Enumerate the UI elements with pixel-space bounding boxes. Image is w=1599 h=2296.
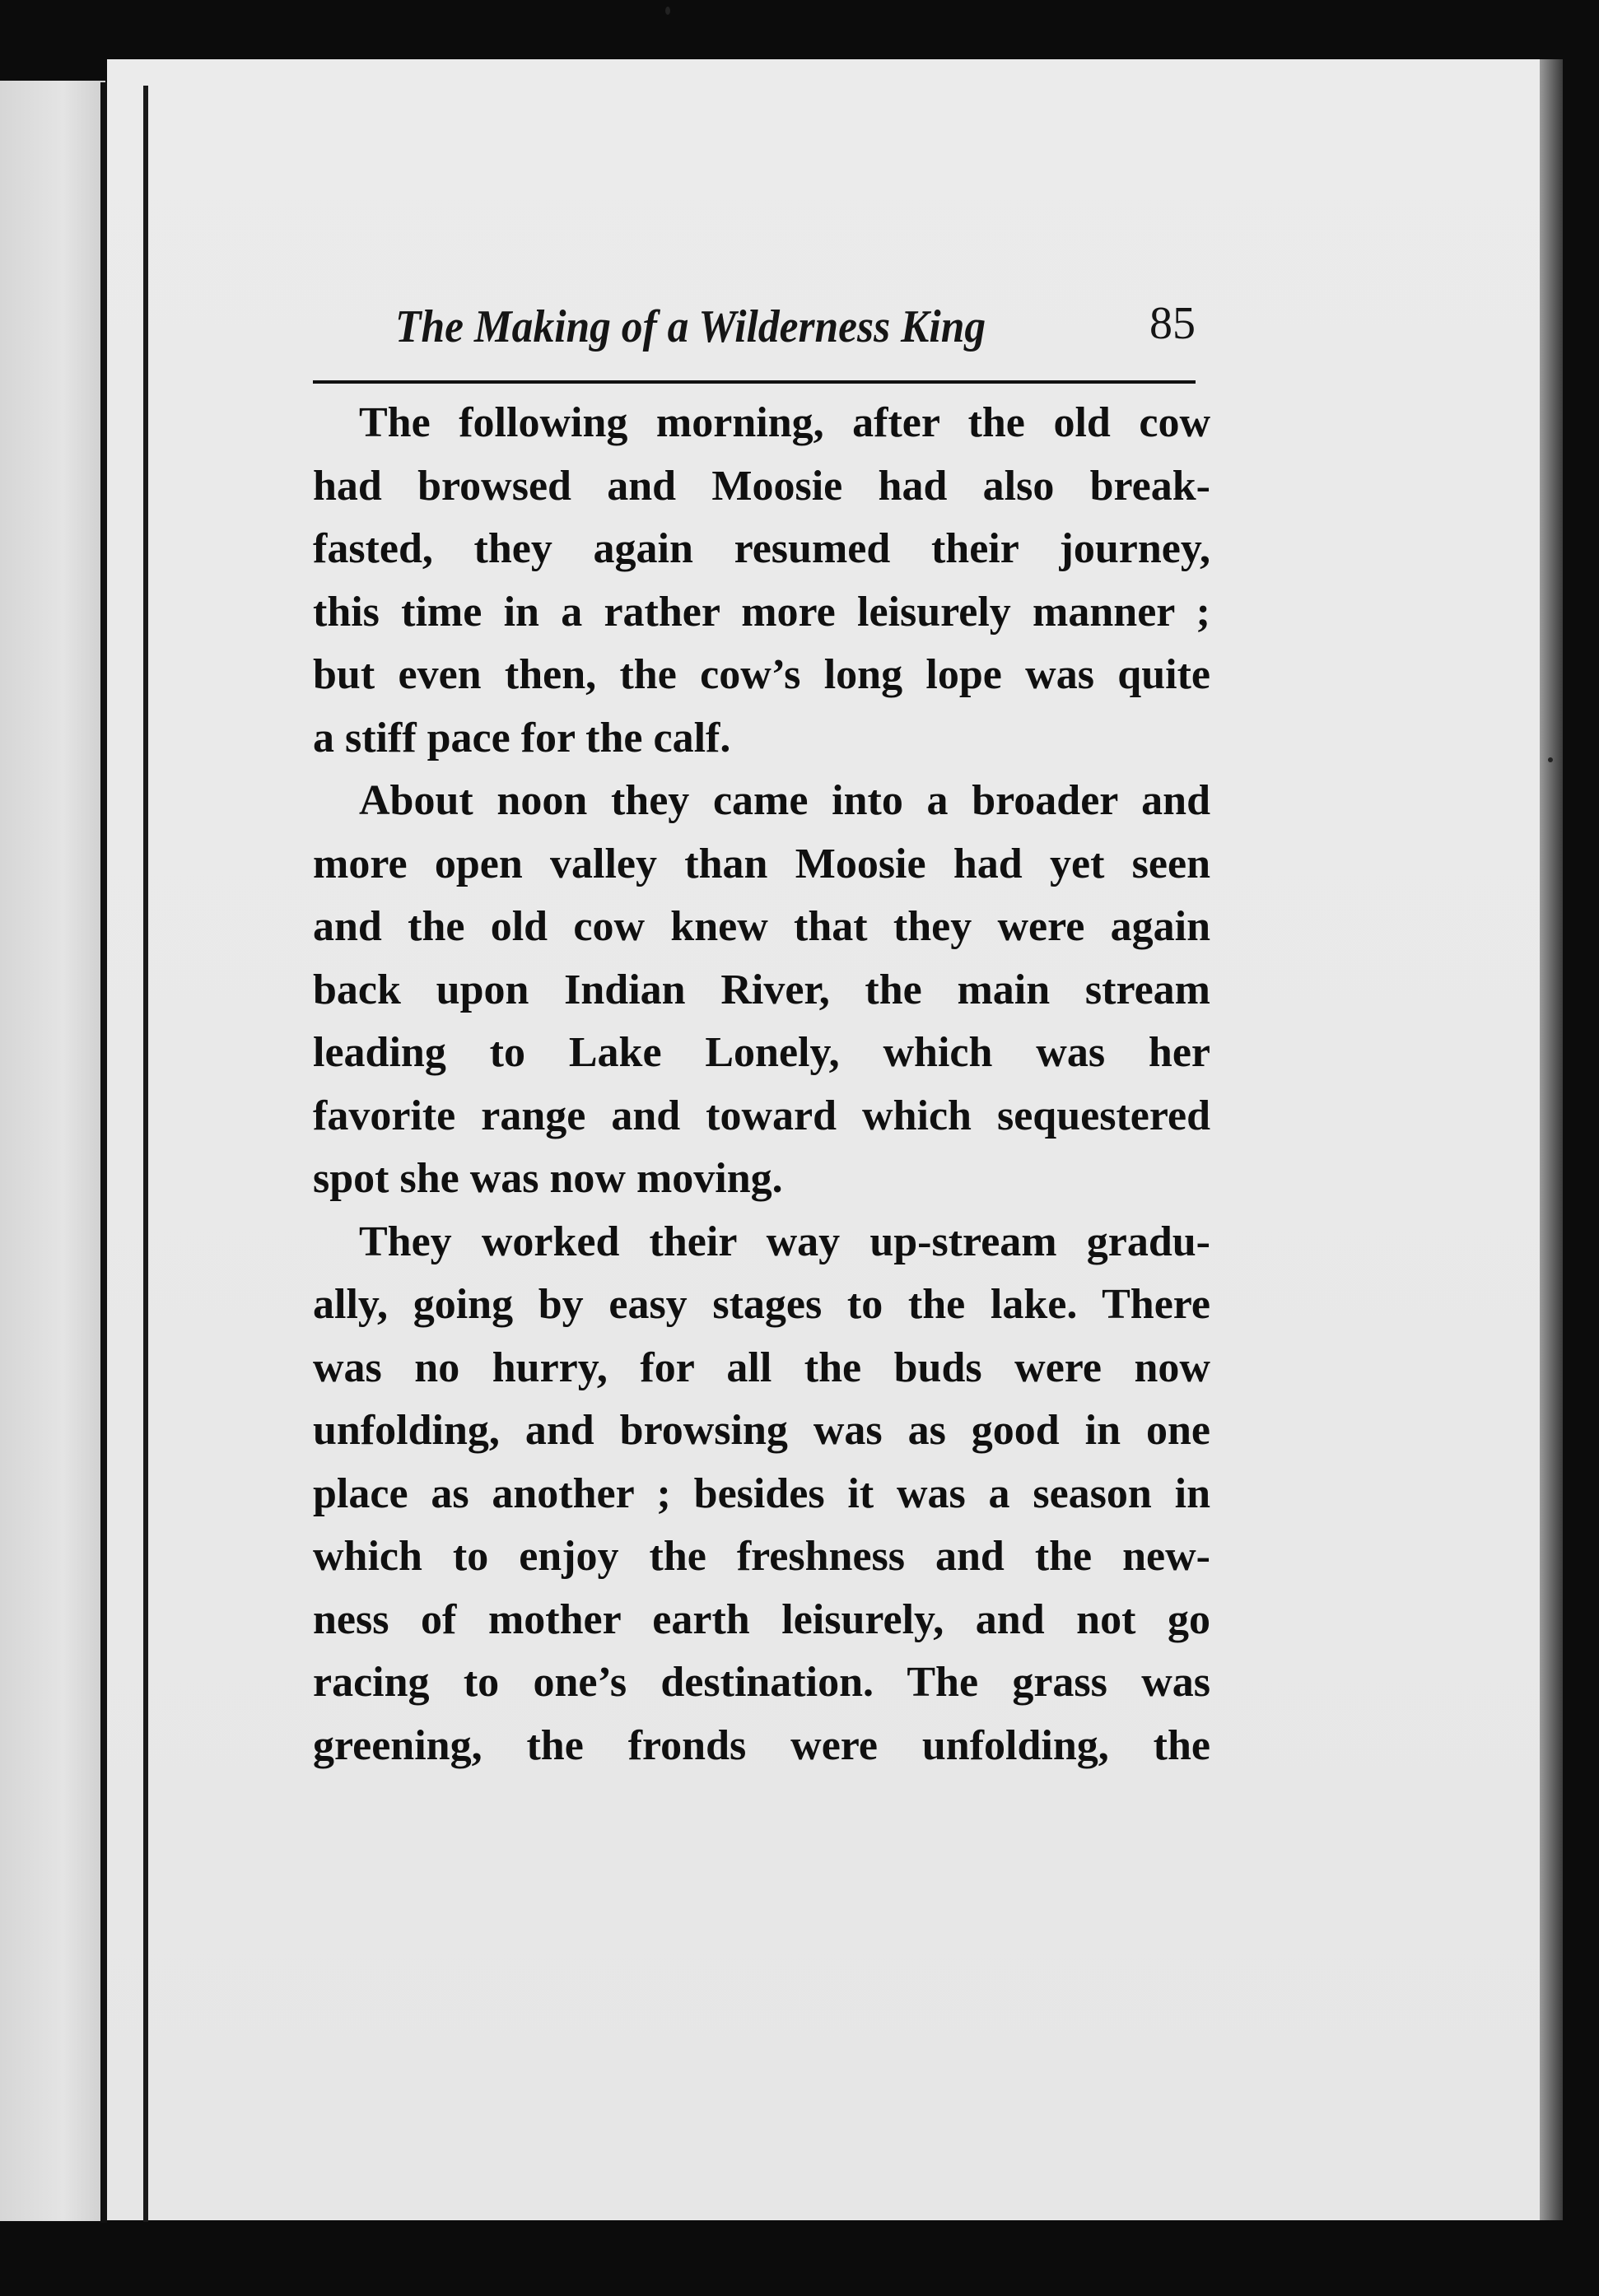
text-line: The following morning, after the old cow <box>359 399 1210 446</box>
text-line: ness of mother earth leisurely, and not go <box>313 1595 1210 1643</box>
page-binding-edge <box>143 86 148 2222</box>
scan-speck <box>1548 757 1553 762</box>
page-right-edge <box>1540 59 1563 2220</box>
text-line: which to enjoy the freshness and the new- <box>313 1533 1210 1580</box>
running-header <box>395 300 1202 366</box>
gutter-line <box>100 82 107 2223</box>
text-line: this time in a rather more leisurely manner ; <box>313 588 1210 636</box>
text-line: leading to Lake Lonely, which was her <box>313 1029 1210 1076</box>
paragraph <box>313 392 1210 770</box>
text-line: had browsed and Moosie had also break- <box>313 462 1210 510</box>
paragraph <box>313 1211 1210 1778</box>
scan-speck <box>665 7 670 15</box>
text-line: a stiff pace for the calf. <box>313 714 731 761</box>
text-line: was no hurry, for all the buds were now <box>313 1344 1210 1391</box>
text-line: greening, the fronds were unfolding, the <box>313 1721 1210 1769</box>
text-line: more open valley than Moosie had yet seen <box>313 840 1210 887</box>
text-line: spot she was now moving. <box>313 1155 783 1202</box>
page-number: 85 <box>1149 298 1196 349</box>
text-line: back upon Indian River, the main stream <box>313 966 1210 1013</box>
text-line: About noon they came into a broader and <box>359 777 1210 824</box>
text-line: and the old cow knew that they were again <box>313 903 1210 950</box>
body-text <box>313 392 1210 1777</box>
text-line: ally, going by easy stages to the lake. There <box>313 1281 1210 1328</box>
text-line: but even then, the cow’s long lope was quite <box>313 651 1210 698</box>
text-line: place as another ; besides it was a season in <box>313 1469 1210 1517</box>
header-rule <box>313 380 1196 384</box>
text-line: racing to one’s destination. The grass was <box>313 1659 1210 1706</box>
text-line: favorite range and toward which sequestered <box>313 1092 1210 1139</box>
text-line: fasted, they again resumed their journey, <box>313 525 1210 572</box>
running-title: The Making of a Wilderness King <box>395 301 986 352</box>
paragraph <box>313 770 1210 1211</box>
facing-page-edge <box>0 81 105 2221</box>
text-line: They worked their way up-stream gradu- <box>359 1218 1210 1265</box>
text-line: unfolding, and browsing was as good in one <box>313 1407 1210 1454</box>
